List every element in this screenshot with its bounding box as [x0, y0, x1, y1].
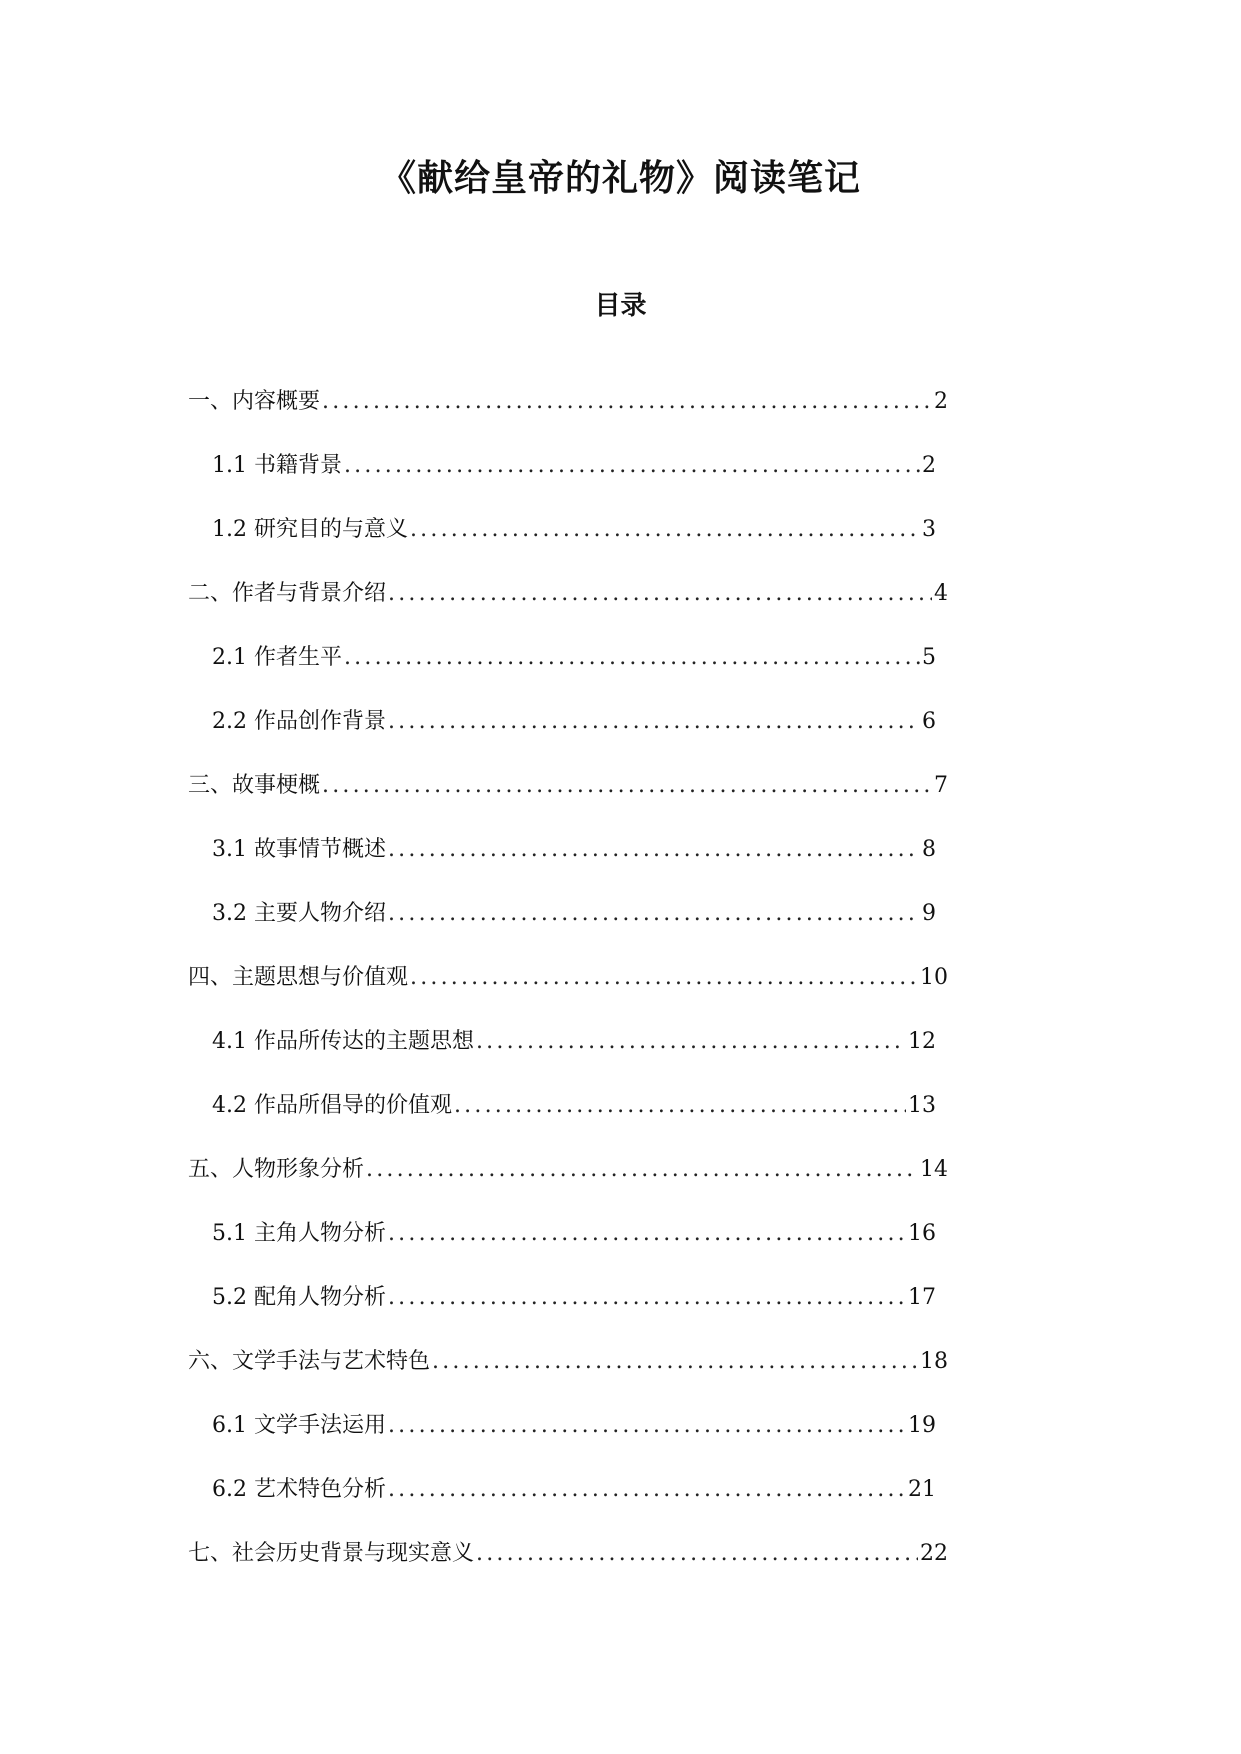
toc-subsection-entry[interactable] — [212, 705, 936, 739]
toc-dot-leader — [388, 705, 920, 739]
toc-subsection-entry[interactable] — [212, 1473, 936, 1507]
toc-subsection-entry[interactable] — [212, 897, 936, 931]
toc-page-number: 13 — [908, 1093, 936, 1118]
toc-page-number: 6 — [922, 709, 936, 734]
toc-dot-leader — [344, 449, 920, 483]
toc-subsection-entry[interactable] — [212, 1217, 936, 1251]
toc-dot-leader — [388, 897, 920, 931]
toc-dot-leader — [388, 833, 920, 867]
toc-dot-leader — [476, 1537, 918, 1571]
toc-subsection-entry[interactable] — [212, 1025, 936, 1059]
toc-dot-leader — [344, 641, 920, 675]
toc-dot-leader — [476, 1025, 906, 1059]
toc-page-number: 22 — [920, 1541, 948, 1566]
toc-dot-leader — [410, 961, 918, 995]
toc-page-number: 4 — [934, 581, 948, 606]
toc-dot-leader — [388, 1409, 906, 1443]
toc-entry-label: 一、内容概要 — [188, 389, 321, 414]
toc-dot-leader — [322, 769, 932, 803]
toc-page-number: 17 — [908, 1285, 936, 1310]
toc-page-number: 18 — [920, 1349, 948, 1374]
toc-subsection-entry[interactable] — [212, 513, 936, 547]
toc-entry-label: 3.2 主要人物介绍 — [212, 901, 386, 926]
toc-dot-leader — [322, 385, 932, 419]
toc-page-number: 21 — [908, 1477, 936, 1502]
toc-dot-leader — [410, 513, 920, 547]
toc-subsection-entry[interactable] — [212, 1281, 936, 1315]
toc-entry-label: 五、人物形象分析 — [188, 1157, 365, 1182]
toc-section-entry[interactable] — [188, 961, 948, 995]
toc-page-number: 16 — [908, 1221, 936, 1246]
toc-page-number: 7 — [934, 773, 948, 798]
toc-section-entry[interactable] — [188, 1345, 948, 1379]
toc-page-number: 19 — [908, 1413, 936, 1438]
toc-entry-label: 四、主题思想与价值观 — [188, 965, 409, 990]
toc-entry-label: 1.1 书籍背景 — [212, 453, 342, 478]
toc-entry-label: 4.2 作品所倡导的价值观 — [212, 1093, 452, 1118]
toc-entry-label: 5.1 主角人物分析 — [212, 1221, 386, 1246]
toc-subsection-entry[interactable] — [212, 1089, 936, 1123]
toc-entry-label: 6.1 文学手法运用 — [212, 1413, 386, 1438]
toc-page-number: 12 — [908, 1029, 936, 1054]
toc-entry-label: 2.1 作者生平 — [212, 645, 342, 670]
toc-page-number: 2 — [934, 389, 948, 414]
toc-entry-label: 6.2 艺术特色分析 — [212, 1477, 386, 1502]
toc-dot-leader — [388, 1217, 906, 1251]
toc-page-number: 5 — [922, 645, 936, 670]
toc-entry-label: 5.2 配角人物分析 — [212, 1285, 386, 1310]
toc-subsection-entry[interactable] — [212, 449, 936, 483]
toc-dot-leader — [388, 577, 932, 611]
toc-page-number: 10 — [920, 965, 948, 990]
toc-entry-label: 二、作者与背景介绍 — [188, 581, 387, 606]
toc-dot-leader — [454, 1089, 906, 1123]
toc-section-entry[interactable] — [188, 385, 948, 419]
toc-entry-label: 3.1 故事情节概述 — [212, 837, 386, 862]
toc-page-number: 2 — [922, 453, 936, 478]
toc-subsection-entry[interactable] — [212, 641, 936, 675]
toc-section-entry[interactable] — [188, 1153, 948, 1187]
toc-page-number: 3 — [922, 517, 936, 542]
toc-page-number: 9 — [922, 901, 936, 926]
toc-section-entry[interactable] — [188, 769, 948, 803]
toc-entry-label: 2.2 作品创作背景 — [212, 709, 386, 734]
toc-page-number: 14 — [920, 1157, 948, 1182]
toc-dot-leader — [366, 1153, 918, 1187]
toc-section-entry[interactable] — [188, 1537, 948, 1571]
toc-entry-label: 六、文学手法与艺术特色 — [188, 1349, 431, 1374]
toc-subsection-entry[interactable] — [212, 833, 936, 867]
document-title: 《献给皇帝的礼物》阅读笔记 — [379, 158, 861, 199]
toc-page-number: 8 — [922, 837, 936, 862]
toc-section-entry[interactable] — [188, 577, 948, 611]
toc-heading: 目录 — [594, 291, 647, 321]
toc-entry-label: 1.2 研究目的与意义 — [212, 517, 408, 542]
toc-subsection-entry[interactable] — [212, 1409, 936, 1443]
toc-entry-label: 三、故事梗概 — [188, 773, 321, 798]
toc-entry-label: 七、社会历史背景与现实意义 — [188, 1541, 475, 1566]
toc-entry-label: 4.1 作品所传达的主题思想 — [212, 1029, 474, 1054]
toc-dot-leader — [432, 1345, 918, 1379]
toc-dot-leader — [388, 1281, 906, 1315]
toc-dot-leader — [388, 1473, 906, 1507]
